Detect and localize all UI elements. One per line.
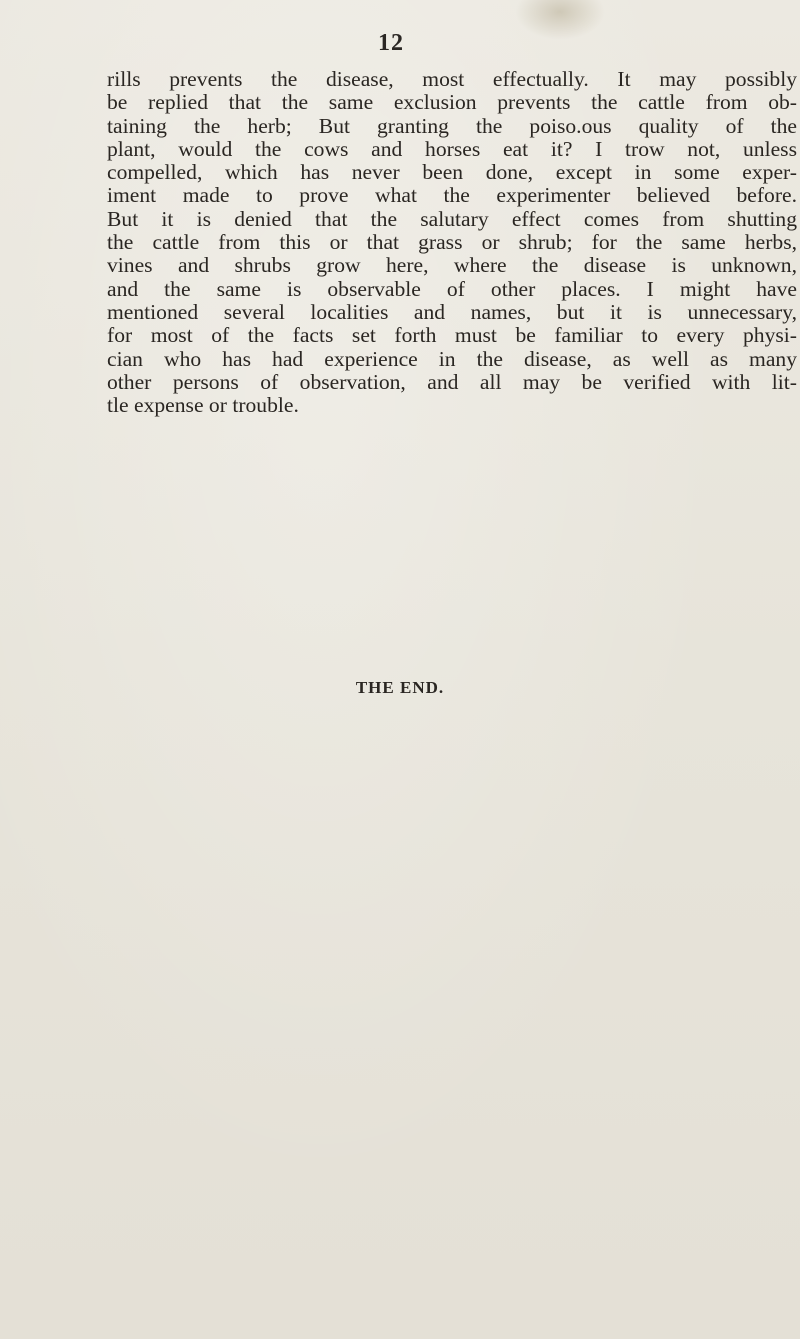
text-line: for most of the facts set forth must be familiar to every physi- (107, 323, 797, 348)
page-number: 12 (378, 30, 404, 56)
text-line: taining the herb; But granting the poiso.ous quality of the (107, 113, 797, 138)
text-line: other persons of observation, and all may be verified with lit- (107, 369, 797, 394)
paper-stain (515, 0, 605, 40)
text-line: But it is denied that the salutary effect comes from shutting (107, 206, 797, 231)
text-line: vines and shrubs grow here, where the disease is unknown, (107, 253, 797, 278)
text-line: mentioned several localities and names, but it is unnecessary, (107, 299, 797, 324)
text-line: iment made to prove what the experimenter believed before. (107, 183, 797, 208)
text-line: cian who has had experience in the disease, as well as many (107, 346, 797, 371)
text-line: rills prevents the disease, most effectually. It may possibly (107, 67, 797, 91)
text-line: plant, would the cows and horses eat it? I trow not, unless (107, 136, 797, 161)
text-line: and the same is observable of other places. I might have (107, 276, 797, 301)
the-end-heading: THE END. (355, 678, 445, 697)
text-line: compelled, which has never been done, except in some exper- (107, 160, 797, 185)
text-line: be replied that the same exclusion prevents the cattle from ob- (107, 90, 797, 115)
text-line: the cattle from this or that grass or shrub; for the same herbs, (107, 230, 797, 255)
text-line: tle expense or trouble. (107, 393, 299, 418)
body-paragraph (107, 68, 797, 417)
